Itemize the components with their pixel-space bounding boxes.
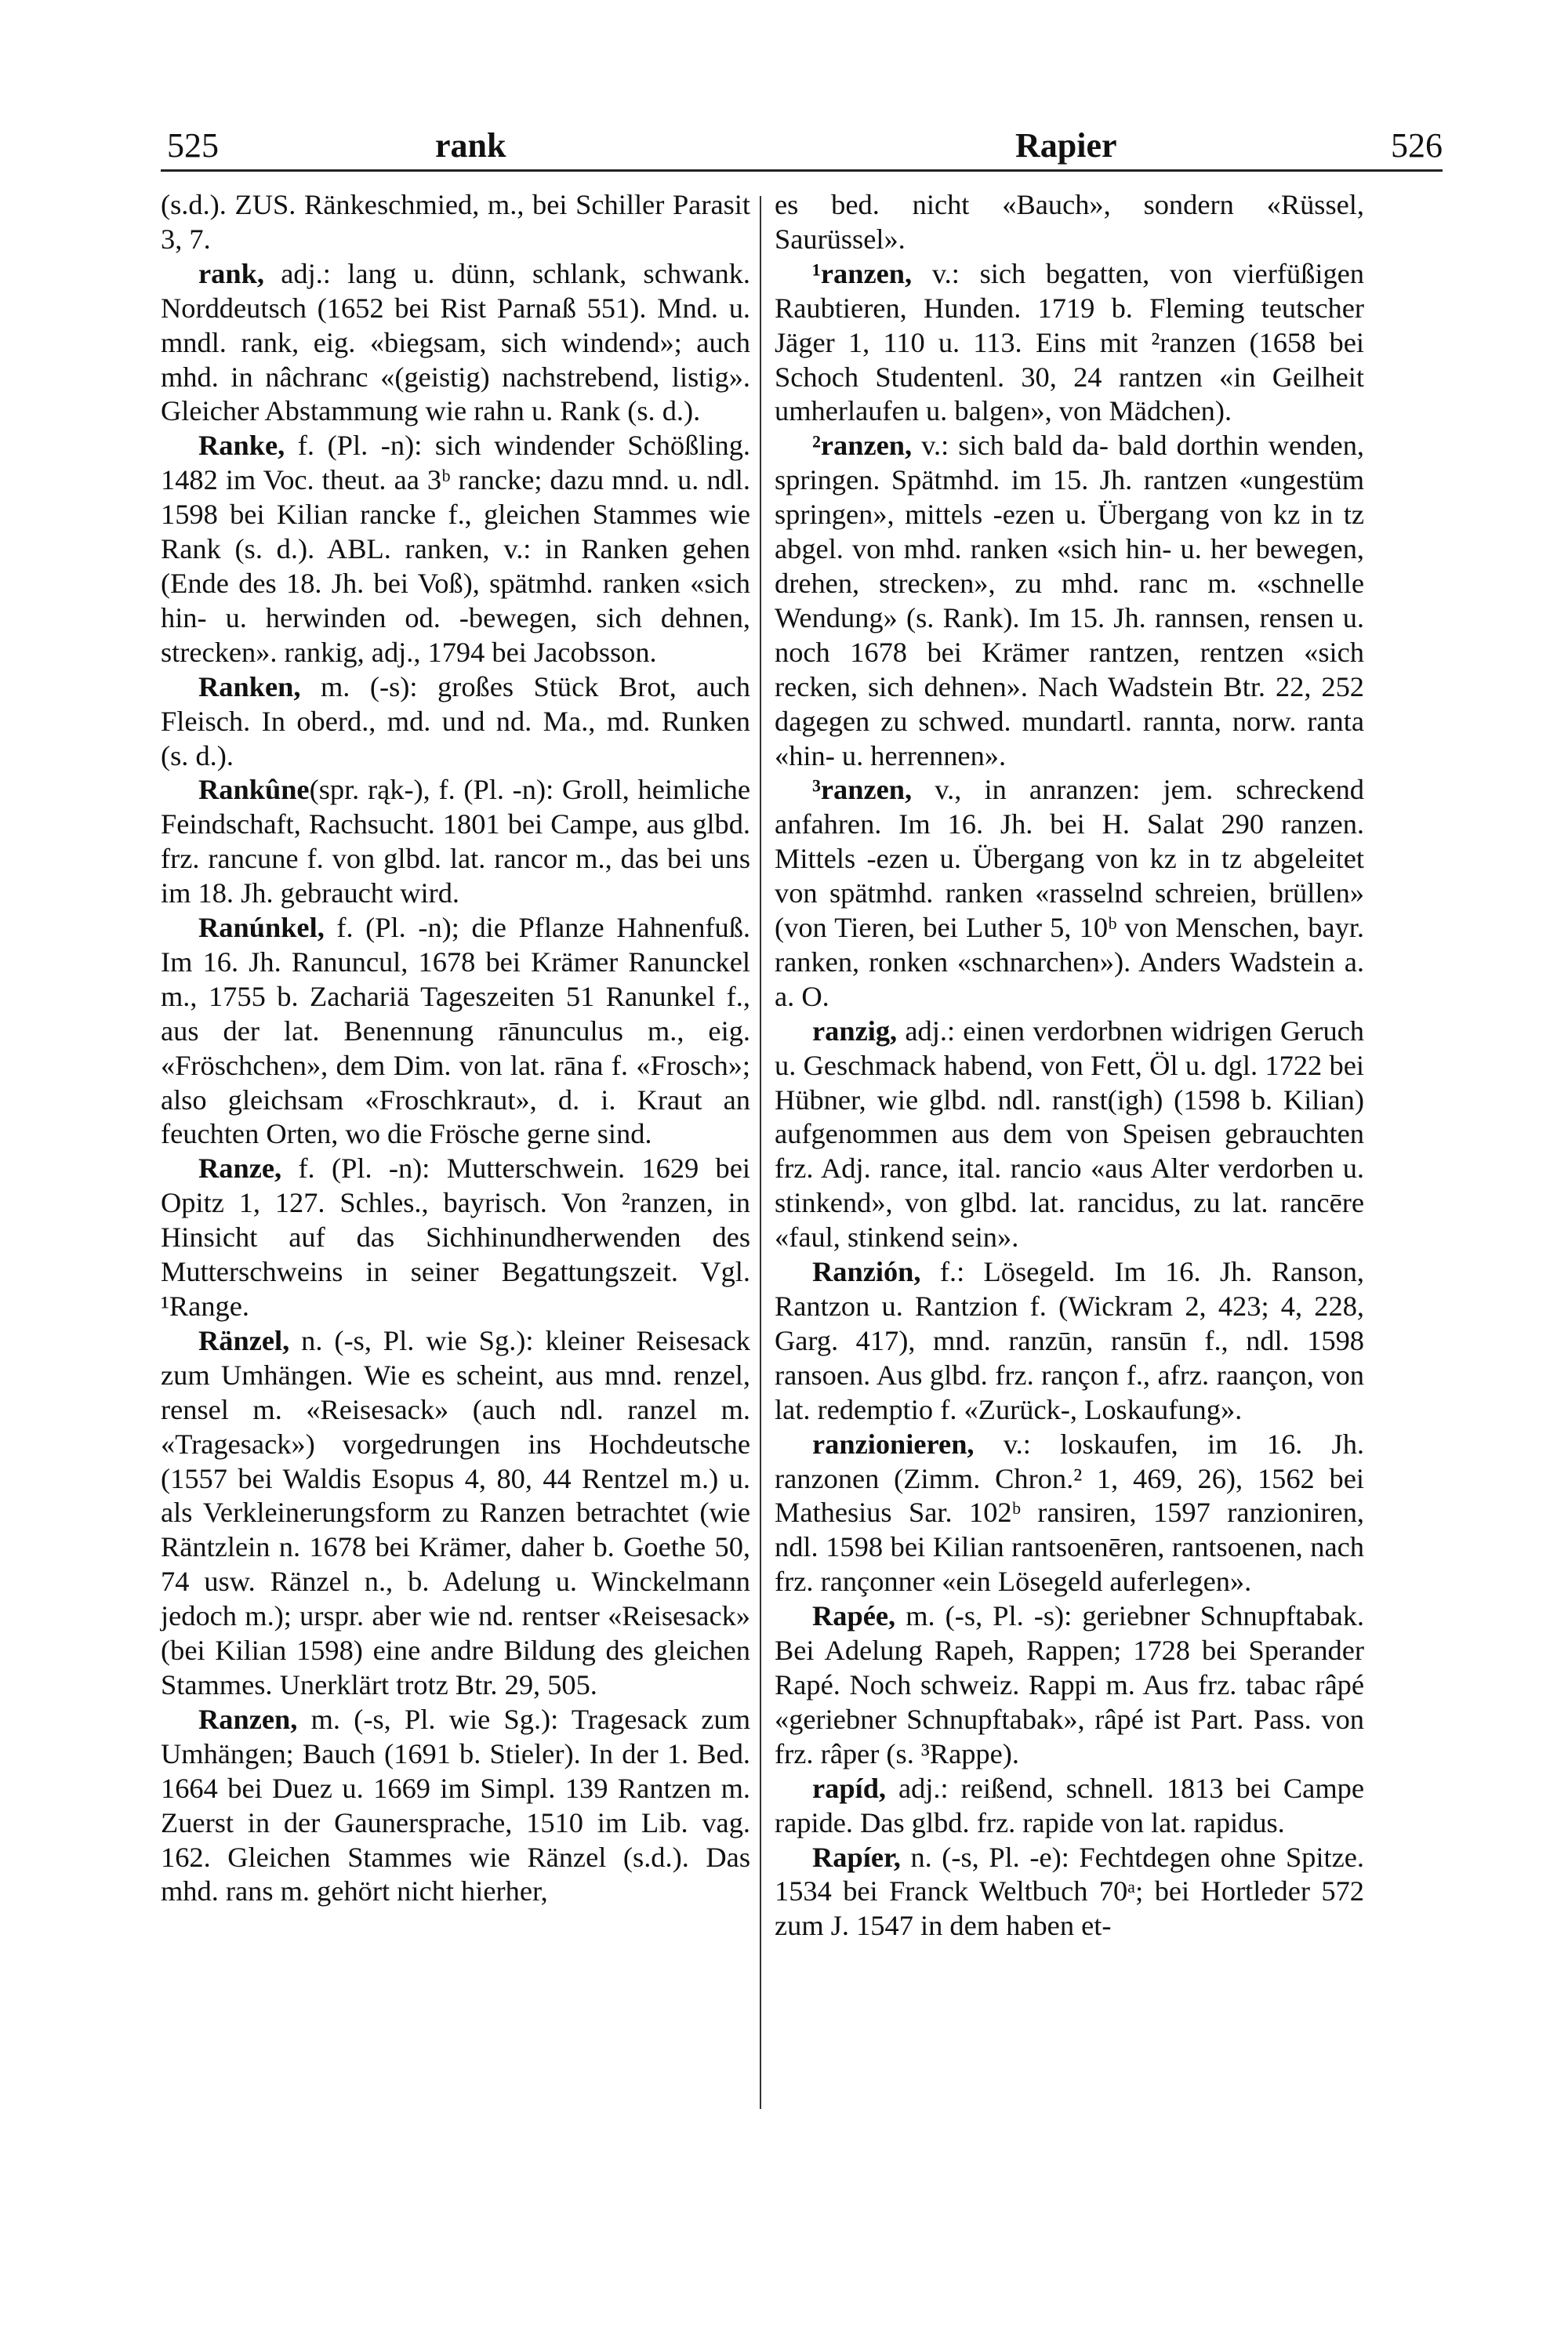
entry-headword: Ranúnkel,	[198, 912, 325, 944]
entry-continuation	[161, 188, 750, 257]
entry-ranzen-2	[775, 429, 1364, 773]
entry-ranze	[161, 1152, 750, 1324]
right-column	[775, 188, 1364, 1944]
entry-rapid	[775, 1772, 1364, 1841]
entry-headword: Ranze,	[198, 1152, 282, 1185]
entry-ranzen	[161, 1703, 750, 1909]
entry-rapee	[775, 1599, 1364, 1772]
entry-headword: ranzionieren,	[812, 1428, 975, 1460]
entry-ranzen-1	[775, 257, 1364, 430]
entry-text: v.: sich bald da- bald dorthin wenden, springen. Spätmhd. im 15. Jh. rantzen «ungestüm springen», mittels -ezen u. Übergang von kz in tz abgel. von mhd. ranken «sich hin- u. her bewegen, drehen, strecken», zu mhd. ranc m. «schnelle Wendung» (s. Rank). Im 15. Jh. rannsen, rensen u. noch 1678 bei Krämer rantzen, rentzen «sich recken, sich dehnen». Nach Wadstein Btr. 22, 252 dagegen zu schwed. mundartl. rannta, norw. ranta «hin- u. herrennen».	[775, 430, 1364, 771]
entry-rank	[161, 257, 750, 430]
entry-text: f. (Pl. -n): Mutterschwein. 1629 bei Opitz 1, 127. Schles., bayrisch. Von ²ranzen, in Hinsicht auf das Sichhinundherwenden des Mutterschweins in seiner Begattungszeit. Vgl. ¹Range.	[161, 1152, 750, 1322]
header-rule	[161, 169, 1443, 172]
entry-headword: Ränzel,	[198, 1324, 290, 1356]
entry-headword: ranzig,	[812, 1014, 898, 1047]
entry-ranunkel	[161, 911, 750, 1152]
entry-headword: Ranzión,	[812, 1256, 921, 1288]
entry-text: m. (-s, Pl. -s): geriebner Schnupftabak. Bei Adelung Rapeh, Rappen; 1728 bei Sperander Rapé. Noch schweiz. Rappi m. Aus frz. tabac râpé «geriebner Schnupftabak», râpé ist Part. Pass. von frz. râper (s. ³Rappe).	[775, 1600, 1364, 1769]
entry-text: adj.: einen verdorbnen widrigen Geruch u. Geschmack habend, von Fett, Öl u. dgl. 1722 bei Hübner, wie glbd. ndl. ranst(igh) (1598 b. Kilian) aufgenommen aus dem von Speisen gebrauchten frz. Adj. rance, ital. rancio «aus Alter verdorben u. stinkend», von glbd. lat. rancidus, zu lat. rancēre «faul, stinkend sein».	[775, 1014, 1364, 1254]
entry-text: (s.d.). ZUS. Ränkeschmied, m., bei Schiller Parasit 3, 7.	[161, 189, 750, 255]
entry-headword: Ranzen,	[198, 1703, 298, 1735]
entry-headword: ²ranzen,	[812, 430, 913, 462]
entry-text: m. (-s, Pl. wie Sg.): Tragesack zum Umhängen; Bauch (1691 b. Stieler). In der 1. Bed. 1664 bei Duez u. 1669 im Simpl. 139 Rantzen m. Zuerst in der Gaunersprache, 1510 im Lib. vag. 162. Gleichen Stammes wie Ränzel (s.d.). Das mhd. rans m. gehört nicht hierher,	[161, 1703, 750, 1907]
entry-rankune	[161, 773, 750, 911]
entry-ranzig	[775, 1014, 1364, 1255]
entry-continuation	[775, 188, 1364, 257]
entry-ranke	[161, 429, 750, 670]
entry-headword: Rankûne	[198, 774, 310, 806]
entry-headword: rapíd,	[812, 1772, 887, 1804]
entry-text: f. (Pl. -n): sich windender Schößling. 1482 im Voc. theut. aa 3ᵇ rancke; dazu mnd. u. ndl. 1598 bei Kilian rancke f., gleichen Stammes wie Rank (s. d.). ABL. ranken, v.: in Ranken gehen (Ende des 18. Jh. bei Voß), spätmhd. ranken «sich hin- u. herwinden od. -bewegen, sich dehnen, strecken». rankig, adj., 1794 bei Jacobsson.	[161, 430, 750, 668]
entry-text: n. (-s, Pl. wie Sg.): kleiner Reisesack zum Umhängen. Wie es scheint, aus mnd. renzel, rensel m. «Reisesack» (auch ndl. ranzel m. «Tragesack») vorgedrungen ins Hochdeutsche (1557 bei Waldis Esopus 4, 80, 44 Rentzel m.) u. als Verkleinerungsform zu Ranzen betrachtet (wie Räntzlein n. 1678 bei Krämer, daher b. Goethe 50, 74 usw. Ränzel n., b. Adelung u. Winckelmann jedoch m.); urspr. aber wie nd. rentser «Reisesack» (bei Kilian 1598) eine andre Bildung des gleichen Stammes. Unerklärt trotz Btr. 29, 505.	[161, 1324, 750, 1700]
entry-headword: Ranken,	[198, 670, 301, 702]
entry-headword: Ranke,	[198, 430, 285, 462]
entry-text: n. (-s, Pl. -e): Fechtdegen ohne Spitze. 1534 bei Franck Weltbuch 70ᵃ; bei Hortleder 572 zum J. 1547 in dem haben et-	[775, 1841, 1364, 1942]
entry-ranzionieren	[775, 1428, 1364, 1600]
left-page-number: 525	[167, 126, 219, 165]
entry-ranzion	[775, 1255, 1364, 1428]
entry-headword: Rapée,	[812, 1600, 896, 1632]
entry-headword: ¹ranzen,	[812, 257, 913, 289]
entry-text: adj.: reißend, schnell. 1813 bei Campe rapide. Das glbd. frz. rapide von lat. rapidus.	[775, 1772, 1364, 1838]
column-divider	[760, 196, 761, 2109]
entry-raenzel	[161, 1324, 750, 1703]
left-column	[161, 188, 750, 1909]
entry-ranken	[161, 670, 750, 774]
entry-text: v.: loskaufen, im 16. Jh. ranzonen (Zimm. Chron.² 1, 469, 26), 1562 bei Mathesius Sar. 102ᵇ ransiren, 1597 ranzioniren, ndl. 1598 bei Kilian rantsoenēren, rantsoenen, nach frz. rançonner «ein Lösegeld auferlegen».	[775, 1428, 1364, 1598]
entry-text: es bed. nicht «Bauch», sondern «Rüssel, Saurüssel».	[775, 189, 1364, 255]
entry-text: f. (Pl. -n); die Pflanze Hahnenfuß. Im 16. Jh. Ranuncul, 1678 bei Krämer Ranunckel m., 1755 b. Zachariä Tageszeiten 51 Ranunkel f., aus der lat. Benennung rānunculus m., eig. «Fröschchen», dem Dim. von lat. rāna f. «Frosch»; also gleichsam «Froschkraut», d. i. Kraut an feuchten Orten, wo die Frösche gerne sind.	[161, 912, 750, 1150]
entry-text: v.: sich begatten, von vierfüßigen Raubtieren, Hunden. 1719 b. Fleming teutscher Jäger 1, 110 u. 113. Eins mit ²ranzen (1658 bei Schoch Studentenl. 30, 24 rantzen «in Geilheit umherlaufen u. balgen», von Mädchen).	[775, 257, 1364, 427]
entry-text: m. (-s): großes Stück Brot, auch Fleisch. In oberd., md. und nd. Ma., md. Runken (s. d.).	[161, 670, 750, 771]
right-page-number: 526	[1391, 126, 1443, 165]
entry-headword: ³ranzen,	[812, 774, 913, 806]
entry-text: (spr. rąk-), f. (Pl. -n): Groll, heimliche Feindschaft, Rachsucht. 1801 bei Campe, aus glbd. frz. rancune f. von glbd. lat. rancor m., das bei uns im 18. Jh. gebraucht wird.	[161, 774, 750, 909]
right-running-headword: Rapier	[1015, 126, 1117, 165]
entry-rapier	[775, 1841, 1364, 1944]
left-running-headword: rank	[435, 126, 506, 165]
entry-text: v., in anranzen: jem. schreckend anfahren. Im 16. Jh. bei H. Salat 290 ranzen. Mittels -ezen u. Übergang von kz in tz abgeleitet von spätmhd. ranken «rasselnd schreien, brüllen» (von Tieren, bei Luther 5, 10ᵇ von Menschen, bayr. ranken, ronken «schnarchen»). Anders Wadstein a. a. O.	[775, 774, 1364, 1012]
page-header	[161, 125, 1443, 180]
entry-text: f.: Lösegeld. Im 16. Jh. Ranson, Rantzon u. Rantzion f. (Wickram 2, 423; 4, 228, Garg. 417), mnd. ranzūn, ransūn f., ndl. 1598 ransoen. Aus glbd. frz. rançon f., afrz. raançon, von lat. redemptio f. «Zurück-, Loskaufung».	[775, 1256, 1364, 1425]
entry-ranzen-3	[775, 773, 1364, 1014]
entry-text: adj.: lang u. dünn, schlank, schwank. Norddeutsch (1652 bei Rist Parnaß 551). Mnd. u. mndl. rank, eig. «biegsam, sich windend»; auch mhd. in nâchranc «(geistig) nachstrebend, listig». Gleicher Abstammung wie rahn u. Rank (s. d.).	[161, 257, 750, 427]
entry-headword: Rapíer,	[812, 1841, 901, 1873]
entry-headword: rank,	[198, 257, 264, 289]
